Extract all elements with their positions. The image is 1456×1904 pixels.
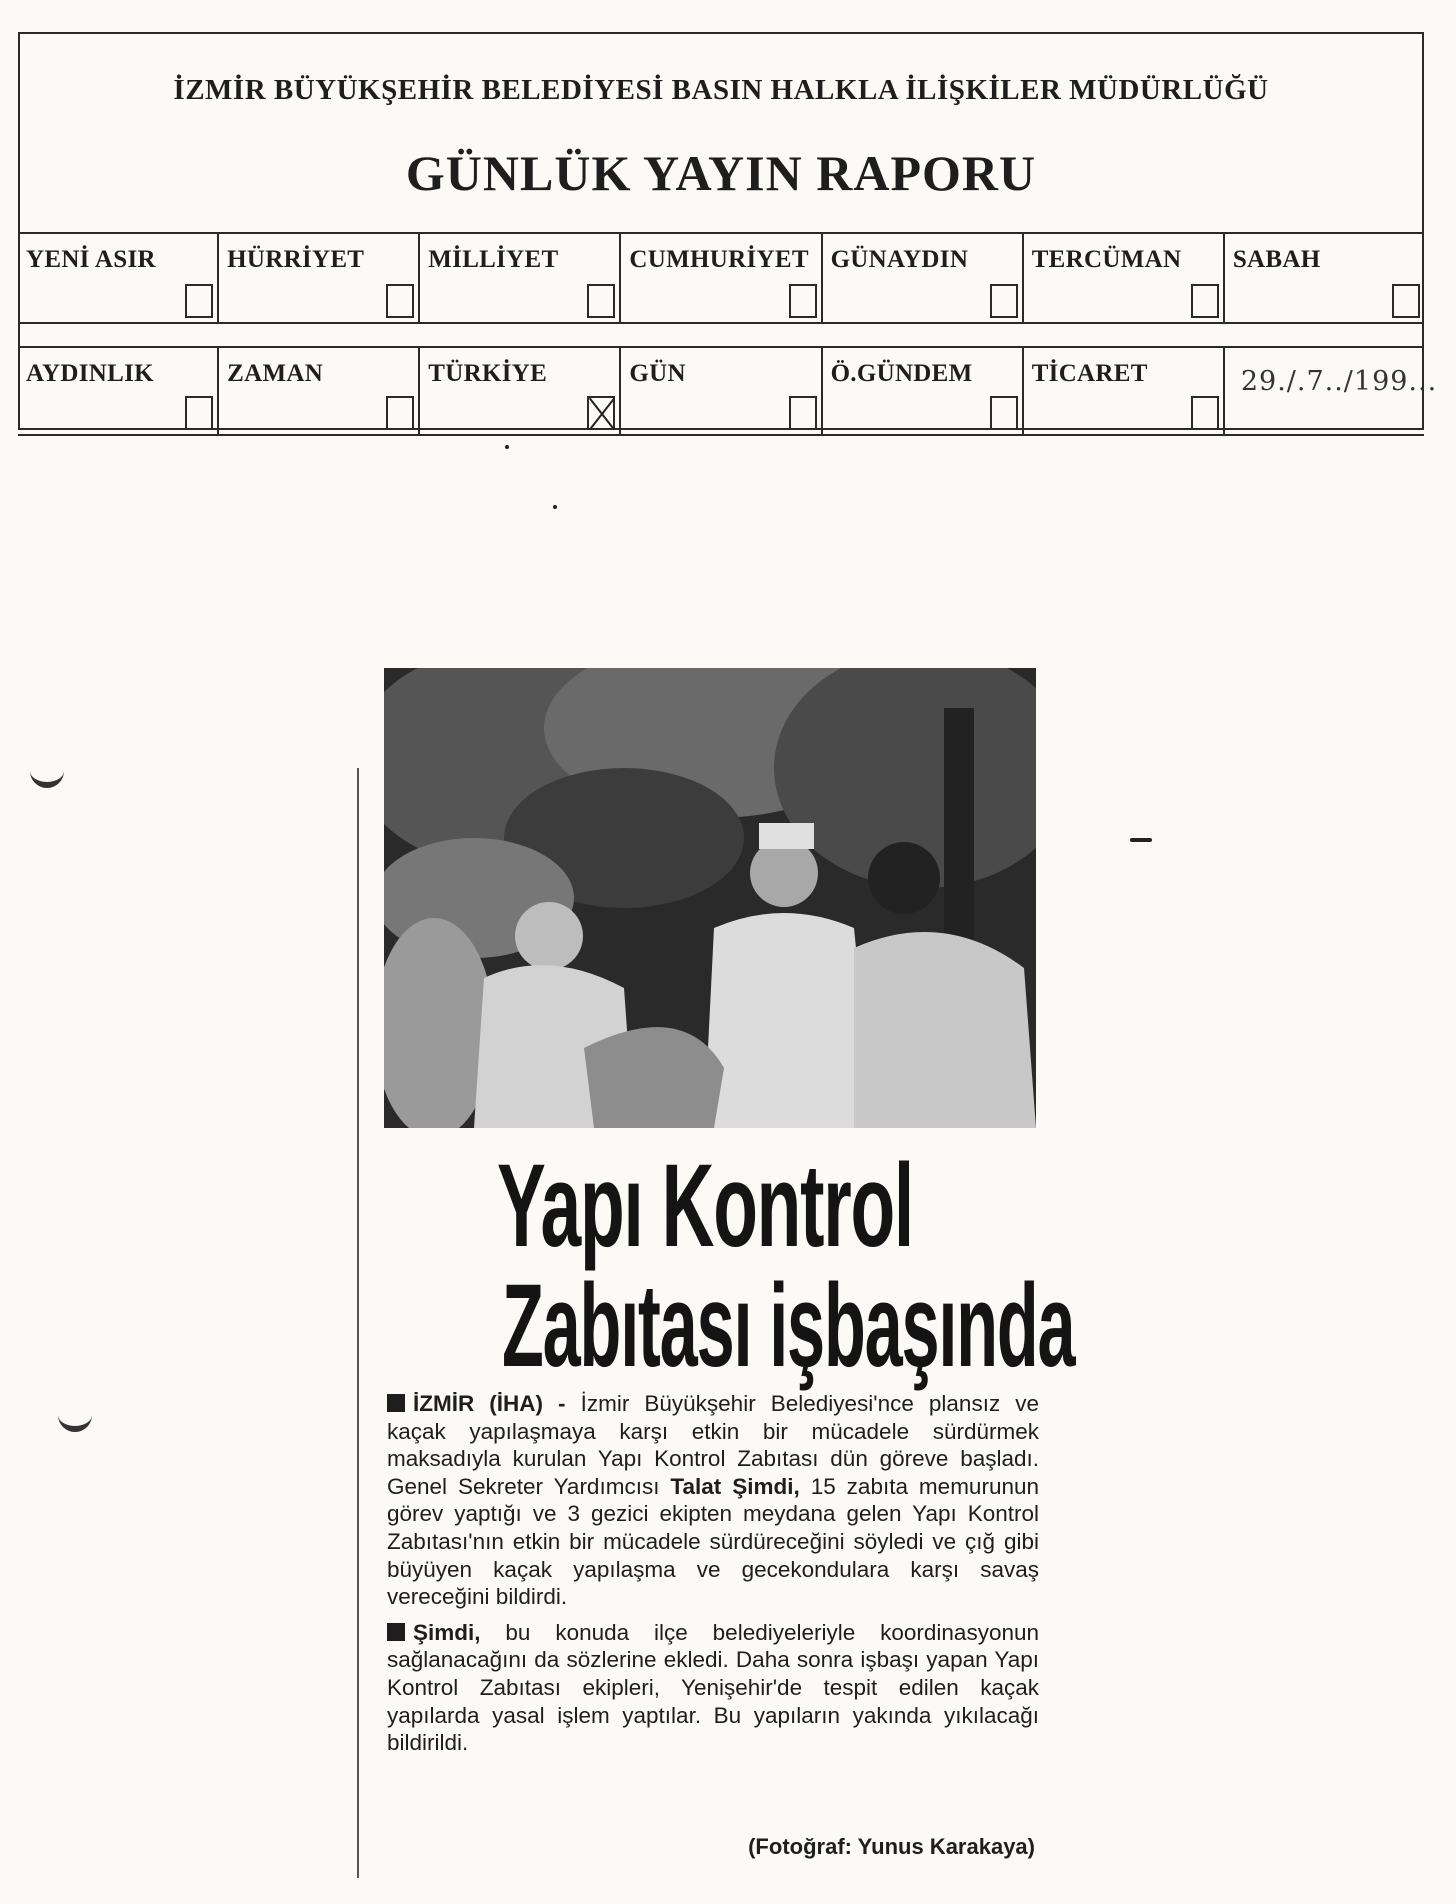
newspaper-cell-tercuman — [1024, 234, 1225, 322]
newspaper-cell-sabah — [1225, 234, 1424, 322]
newspaper-name: AYDINLIK — [26, 360, 154, 387]
article-body — [387, 1390, 1039, 1765]
newspaper-clipping — [355, 668, 1075, 1898]
newspaper-checkbox[interactable] — [1392, 284, 1420, 318]
newspaper-checkbox[interactable] — [185, 396, 213, 430]
newspaper-name: GÜNAYDIN — [830, 246, 969, 273]
newspaper-name: YENİ ASIR — [26, 246, 156, 273]
newspaper-checkbox[interactable] — [1191, 284, 1219, 318]
newspaper-cell-hurriyet — [219, 234, 420, 322]
newspaper-checkbox[interactable] — [587, 284, 615, 318]
dust-speck — [505, 445, 509, 449]
bullet-square-icon — [387, 1623, 405, 1641]
newspaper-cell-zaman — [219, 348, 420, 434]
dust-speck — [553, 505, 557, 509]
newspaper-checkbox[interactable] — [386, 284, 414, 318]
organization-title: İZMİR BÜYÜKŞEHİR BELEDİYESİ BASIN HALKLA İLİŞKİLER MÜDÜRLÜĞÜ — [173, 74, 1269, 106]
article-text: İzmir Büyükşehir Belediyesi'nce plansız ve kaçak yapılaşmaya karşı etkin bir mücadele sürdürmek maksadıyla kurulan Yapı Kontrol Zabıtası dün göreve başladı. Genel Sekreter Yardımcısı — [387, 1391, 1040, 1499]
newspaper-cell-yeni-asir — [18, 234, 219, 322]
newspaper-name: TÜRKİYE — [428, 360, 548, 387]
newspaper-checkbox[interactable] — [1191, 396, 1219, 430]
newspaper-row-2 — [18, 346, 1438, 436]
dust-speck — [1130, 838, 1152, 842]
newspaper-checkbox[interactable] — [185, 284, 213, 318]
newspaper-cell-cumhuriyet — [621, 234, 822, 322]
newspaper-name: Ö.GÜNDEM — [830, 360, 973, 387]
report-title: GÜNLÜK YAYIN RAPORU — [405, 145, 1037, 201]
article-paragraph-1 — [387, 1390, 1039, 1611]
newspaper-name: MİLLİYET — [428, 246, 559, 273]
newspaper-checkbox[interactable] — [386, 396, 414, 430]
report-header-box — [18, 32, 1438, 430]
article-photo — [384, 668, 1036, 1128]
newspaper-checkbox[interactable] — [990, 284, 1018, 318]
date-stamp: 29./.7../199... — [1240, 366, 1438, 397]
newspaper-cell-o-gundem — [823, 348, 1024, 434]
photo-credit: (Fotoğraf: Yunus Karakaya) — [748, 1834, 1035, 1859]
newspaper-cell-gun — [621, 348, 822, 434]
newspaper-checkbox[interactable] — [990, 396, 1018, 430]
newspaper-name: GÜN — [629, 360, 686, 387]
article-person-name: Talat Şimdi, — [670, 1473, 800, 1499]
binder-hole-mark — [30, 770, 64, 788]
newspaper-cell-turkiye — [420, 348, 621, 434]
newspaper-cell-ticaret — [1024, 348, 1225, 434]
headline-line-1: Yapı Kontrol — [497, 1140, 913, 1272]
newspaper-grid — [18, 232, 1438, 436]
newspaper-checkbox-checked[interactable] — [587, 396, 615, 430]
newspaper-cell-aydinlik — [18, 348, 219, 434]
newspaper-name: ZAMAN — [227, 360, 324, 387]
newspaper-checkbox[interactable] — [789, 396, 817, 430]
bullet-square-icon — [387, 1394, 405, 1412]
article-text: 15 zabıta memurunun görev yaptığı ve 3 gezici ekipten meydana gelen Yapı Kontrol Zabıtası'nın etkin bir mücadele sürdüreceğini söyledi ve çığ gibi büyüyen kaçak yapılaşma ve gecekondulara karşı savaş vereceğini bildirdi. — [387, 1473, 1039, 1610]
newspaper-name: TİCARET — [1031, 360, 1148, 387]
article-text: bu konuda ilçe belediyeleriyle koordinasyonun sağlanacağını da sözlerine ekledi. Daha sonra işbaşı yapan Yapı Kontrol Zabıtası ekipleri, Yenişehir'de tespit edilen kaçak yapılarda yasal işlem yaptılar. Bu yapıların yakında yıkılacağı bildirildi. — [387, 1619, 1039, 1756]
newspaper-name: SABAH — [1232, 246, 1321, 273]
newspaper-name: HÜRRİYET — [227, 246, 365, 273]
newspaper-name: TERCÜMAN — [1031, 246, 1182, 273]
binder-hole-mark — [58, 1414, 92, 1432]
newspaper-cell-gunaydin — [823, 234, 1024, 322]
newspaper-cell-milliyet — [420, 234, 621, 322]
newspaper-name: CUMHURİYET — [629, 246, 809, 273]
article-dateline: İZMİR (İHA) - — [413, 1391, 566, 1416]
headline-line-2: Zabıtası işbaşında — [502, 1260, 1075, 1392]
newspaper-row-1 — [18, 234, 1424, 324]
newspaper-checkbox[interactable] — [789, 284, 817, 318]
article-lead-name: Şimdi, — [413, 1619, 481, 1645]
article-paragraph-2 — [387, 1619, 1039, 1757]
column-rule — [357, 768, 359, 1878]
date-cell — [1225, 348, 1438, 434]
